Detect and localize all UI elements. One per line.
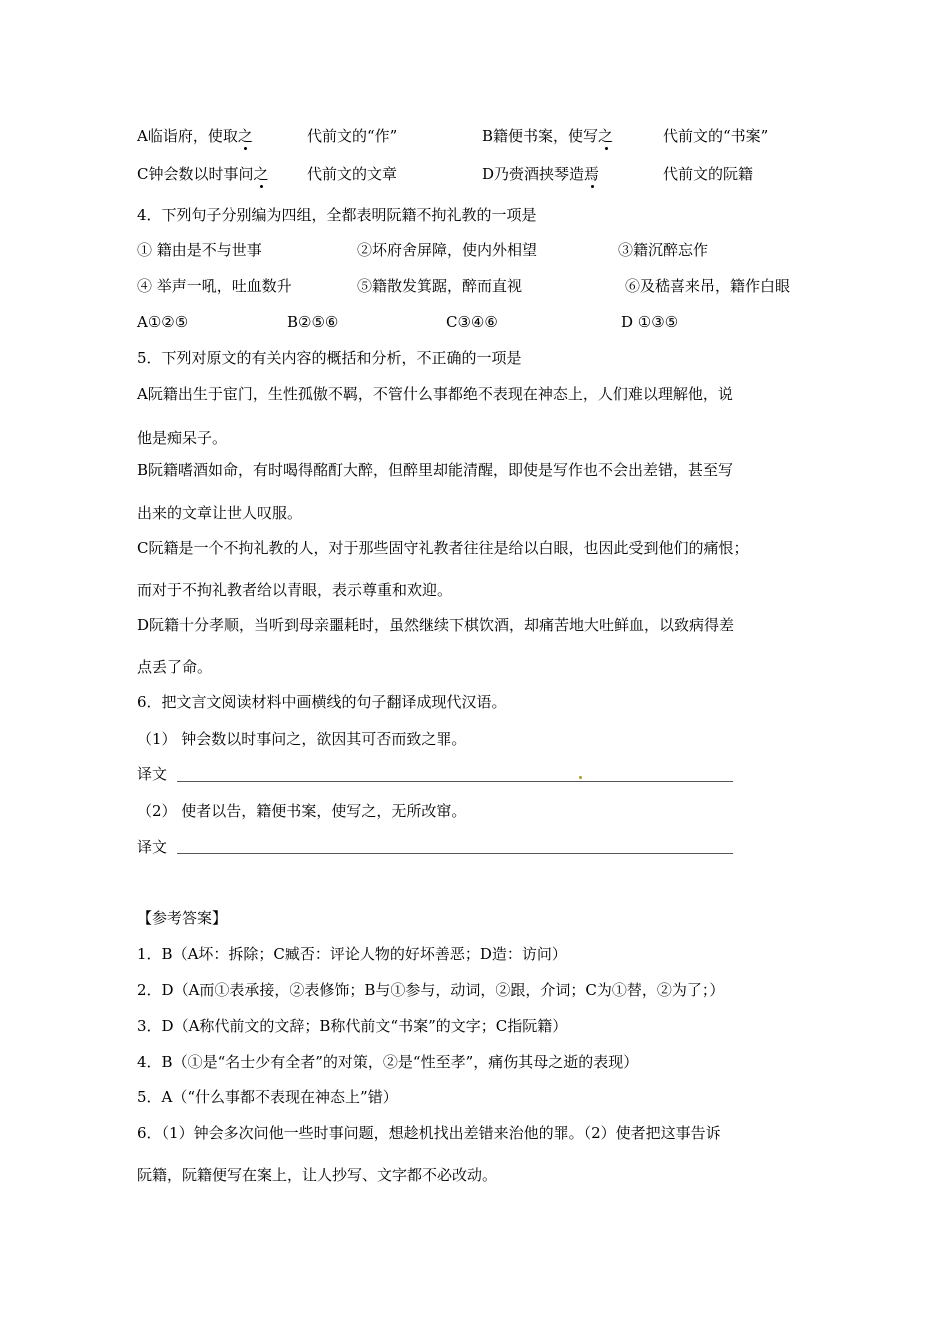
q3-option-a-dotted-char: 之	[237, 127, 253, 145]
q3-option-c	[137, 164, 269, 184]
q4-choice-c: C③④⑥	[446, 313, 498, 331]
q3-option-d-note: 代前文的阮籍	[663, 165, 754, 183]
answer-4: 4．B（①是“名士少有全者”的对策，②是“性至孝”，痛伤其母之逝的表现）	[137, 1053, 639, 1071]
q4-sentence-5: ⑤籍散发箕踞，醉而直视	[357, 277, 523, 295]
q5-option-a-line-2: 他是痴呆子。	[137, 429, 228, 447]
q4-choice-b: B②⑤⑥	[287, 313, 339, 331]
answer-5: 5．A（“什么事都不表现在神态上”错）	[137, 1088, 398, 1106]
q6-translation-label-1: 译文	[137, 765, 168, 783]
q5-option-b-line-2: 出来的文章让世人叹服。	[137, 504, 303, 522]
q3-option-d-text: D乃赍酒挟琴造	[482, 165, 585, 183]
q5-stem: 5．下列对原文的有关内容的概括和分析，不正确的一项是	[137, 349, 522, 367]
q4-sentence-3: ③籍沉醉忘作	[618, 241, 709, 259]
q4-choice-a: A①②⑤	[137, 313, 189, 331]
answers-heading: 【参考答案】	[137, 909, 228, 927]
q3-option-c-text: C钟会数以时事问	[137, 165, 254, 183]
q4-stem: 4．下列句子分别编为四组，全都表明阮籍不拘礼教的一项是	[137, 206, 537, 224]
q5-option-a-line-1: A阮籍出生于宦门，生性孤傲不羁，不管什么事都绝不表现在神态上，人们难以理解他，说	[137, 385, 733, 403]
q3-option-d	[482, 164, 599, 184]
q5-option-c-line-1: C阮籍是一个不拘礼教的人，对于那些固守礼教者往往是给以白眼，也因此受到他们的痛恨；	[137, 539, 749, 557]
answer-2: 2．D（A而①表承接，②表修饰；B与①参与，动词，②跟，介词；C为①替，②为了；）	[137, 981, 725, 999]
q3-option-a	[137, 126, 253, 146]
stray-mark	[579, 776, 582, 779]
q6-sentence-1: （1） 钟会数以时事问之，欲因其可否而致之罪。	[137, 730, 467, 748]
answer-6-line-2: 阮籍，阮籍便写在案上，让人抄写、文字都不必改动。	[137, 1166, 498, 1184]
q6-answer-line-2[interactable]	[177, 853, 733, 854]
q5-option-b-line-1: B阮籍嗜酒如命，有时喝得酩酊大醉，但醉里却能清醒，即使是写作也不会出差错，甚至写	[137, 461, 734, 479]
q3-option-a-text: A临诣府，使取	[137, 127, 238, 145]
q6-stem: 6．把文言文阅读材料中画横线的句子翻译成现代汉语。	[137, 693, 507, 711]
q6-sentence-2: （2） 使者以告，籍便书案，使写之，无所改窜。	[137, 802, 467, 820]
q3-option-a-note: 代前文的“作”	[307, 127, 398, 145]
q3-option-c-dotted-char: 之	[253, 165, 269, 183]
q3-option-b-text: B籍便书案，使写	[482, 127, 599, 145]
q3-option-d-dotted-char: 焉	[584, 165, 600, 183]
q4-sentence-1: ① 籍由是不与世事	[137, 241, 262, 259]
answer-1: 1．B（A坏：拆除；C臧否：评论人物的好坏善恶；D造：访问）	[137, 945, 567, 963]
q3-option-c-note: 代前文的文章	[307, 165, 398, 183]
q6-translation-label-2: 译文	[137, 838, 168, 856]
q5-option-d-line-2: 点丢了命。	[137, 658, 213, 676]
q4-sentence-2: ②坏府舍屏障，使内外相望	[357, 241, 538, 259]
answer-6-line-1: 6．（1）钟会多次问他一些时事问题，想趁机找出差错来治他的罪。（2）使者把这事告诉	[137, 1124, 721, 1142]
q4-sentence-6: ⑥及嵇喜来吊，籍作白眼	[625, 277, 791, 295]
q6-answer-line-1[interactable]	[177, 781, 733, 782]
q4-sentence-4: ④ 举声一吼，吐血数升	[137, 277, 292, 295]
q4-choice-d: D ①③⑤	[621, 313, 679, 331]
answer-3: 3．D（A称代前文的文辞；B称代前文“书案”的文字；C指阮籍）	[137, 1017, 568, 1035]
q5-option-d-line-1: D阮籍十分孝顺，当听到母亲噩耗时，虽然继续下棋饮酒，却痛苦地大吐鲜血，以致病得差	[137, 616, 735, 634]
q3-option-b-dotted-char: 之	[598, 127, 614, 145]
q3-option-b	[482, 126, 613, 146]
q3-option-b-note: 代前文的“书案”	[663, 127, 769, 145]
q5-option-c-line-2: 而对于不拘礼教者给以青眼，表示尊重和欢迎。	[137, 581, 453, 599]
